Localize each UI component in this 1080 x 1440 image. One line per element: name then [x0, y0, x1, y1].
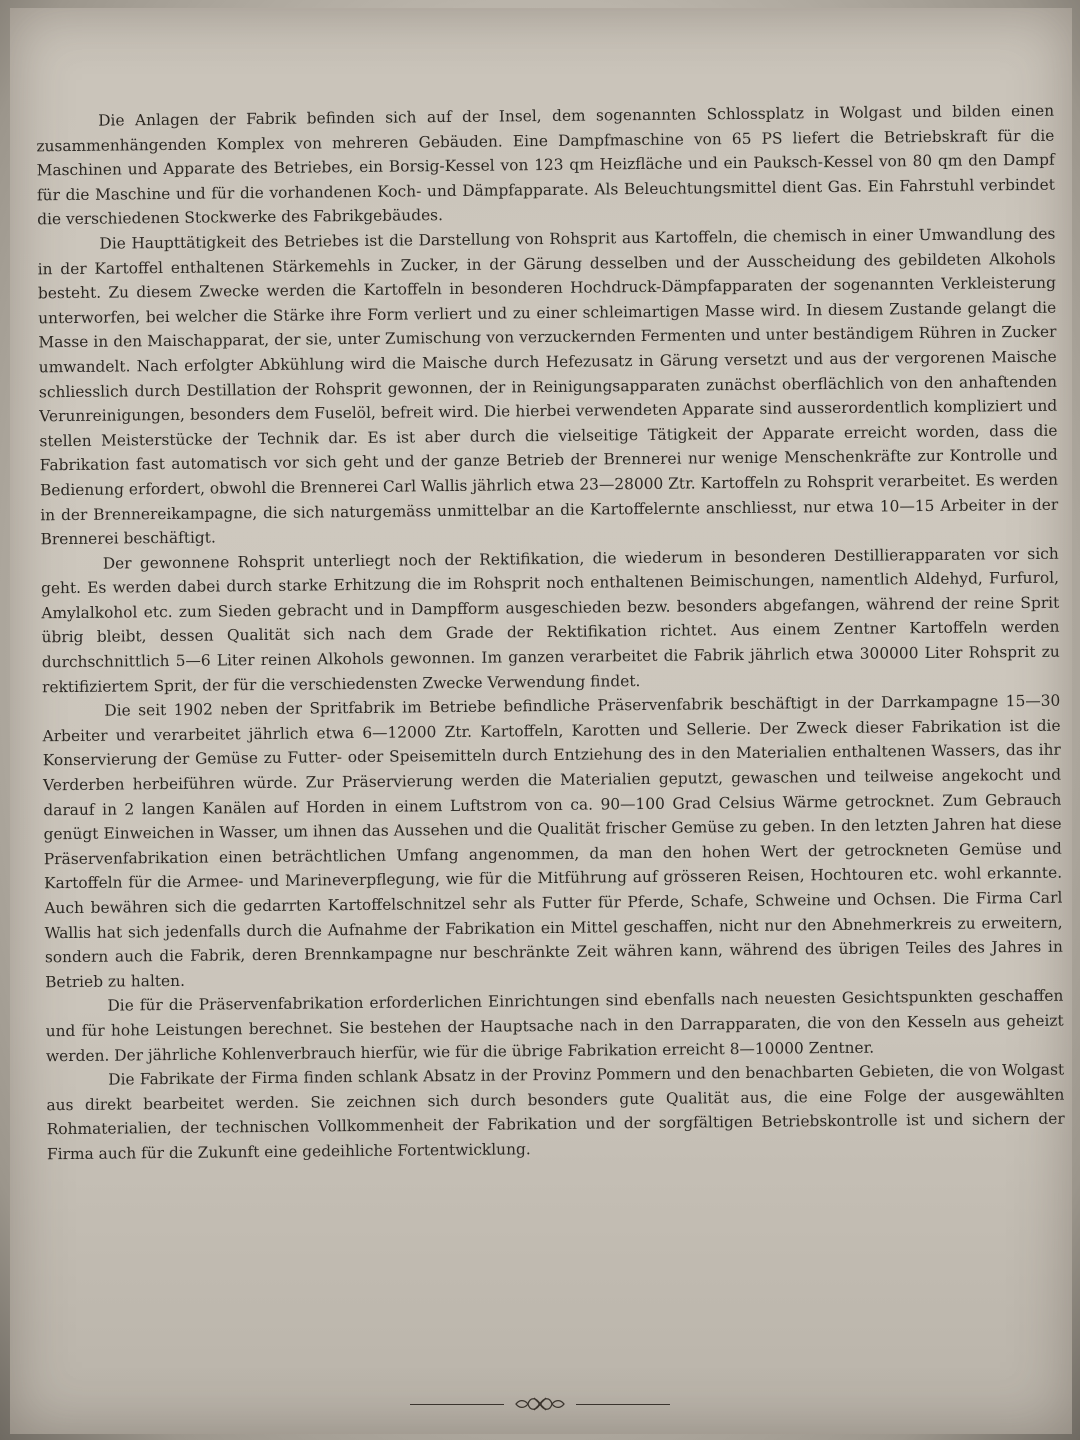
- flourish-ornament-icon: [510, 1394, 570, 1414]
- paragraph-praeservenfabrik: Die seit 1902 neben der Spritfabrik im Betriebe befindliche Präservenfabrik beschäftigt in der Darrkampagne 15—30 Arbeiter und verarbeitet jährlich etwa 6—12000 Ztr. Kartoffeln, Karotten und Sellerie. Der Zweck dieser Fabrikation ist die Konservierung der Gemüse zu Futter- oder Speisemitteln durch Entziehung des in den Materialien enthaltenen Wassers, das ihr Verderben herbeiführen würde. Zur Präservierung werden die Materialien geputzt, gewaschen und teilweise angekocht und darauf in 2 langen Kanälen auf Horden in einem Luftstrom von ca. 90—100 Grad Celsius Wärme getrocknet. Zum Gebrauch genügt Einweichen in Wasser, um ihnen das Aussehen und die Qualität frischer Gemüse zu geben. In den letzten Jahren hat diese Präservenfabrikation einen beträchtlichen Umfang angenommen, da man den hohen Wert der getrockneten Gemüse und Kartoffeln für die Armee- und Marineverpflegung, wie für die Mitführung auf grösseren Reisen, Hochtouren etc. wohl erkannte. Auch bewähren sich die gedarrten Kartoffelschnitzel sehr als Futter für Pferde, Schafe, Schweine und Ochsen. Die Firma Carl Wallis hat sich jedenfalls durch die Aufnahme der Fabrikation ein Mittel geschaffen, nicht nur den Abnehmerkreis zu erweitern, sondern auch die Fabrik, deren Brennkampagne nur beschränkte Zeit währen kann, während des übrigen Teiles des Jahres in Betrieb zu halten.: [42, 691, 1063, 992]
- paragraph-absatz: Die Fabrikate der Firma finden schlank Absatz in der Provinz Pommern und den benachbarten Gebieten, die von Wolgast aus direkt bearbeitet werden. Sie zeichnen sich durch besonders gute Qualität aus, die eine Folge der ausgewählten Rohmaterialien, der technischen Vollkommenheit der Fabrikation und der sorgfältigen Betriebskontrolle ist und sichern der Firma auch für die Zukunft eine gedeihliche Fortentwicklung.: [46, 1060, 1065, 1164]
- paragraph-rohsprit-production: Die Haupttätigkeit des Betriebes ist die Darstellung von Rohsprit aus Kartoffeln, die chemisch in einer Umwandlung des in der Kartoffel enthaltenen Stärkemehls in Zucker, in der Gärung desselben und der Ausscheidung des gebildeten Alkohols besteht. Zu diesem Zwecke werden die Kartoffeln in besonderen Hochdruck-Dämpfapparaten der sogenannten Verkleisterung unterworfen, bei welcher die Stärke ihre Form verliert und zu einer schleimartigen Masse wird. In diesem Zustande gelangt die Masse in den Maischapparat, der sie, unter Zumischung von verzuckernden Fermenten und unter beständigem Rühren in Zucker umwandelt. Nach erfolgter Abkühlung wird die Maische durch Hefezusatz in Gärung versetzt und aus der vergorenen Maische schliesslich durch Destillation der Rohsprit gewonnen, der in Reinigungsapparaten zunächst oberflächlich von den anhaftenden Verunreinigungen, besonders dem Fuselöl, befreit wird. Die hierbei verwendeten Apparate sind ausserordentlich kompliziert und stellen Meisterstücke der Technik dar. Es ist aber durch die vielseitige Tätigkeit der Apparate erreicht worden, dass die Fabrikation fast automatisch vor sich geht und der ganze Betrieb der Brennerei nur wenige Menschenkräfte zur Kontrolle und Bedienung erfordert, obwohl die Brennerei Carl Wallis jährlich etwa 23—28000 Ztr. Kartoffeln zu Rohsprit verarbeitet. Es werden in der Brennereikampagne, die sich naturgemäss unmittelbar an die Kartoffelernte anschliesst, nur etwa 10—15 Arbeiter in der Brennerei beschäftigt.: [37, 224, 1059, 549]
- decorative-divider: [410, 1392, 670, 1416]
- body-text: [36, 99, 1065, 1167]
- paragraph-einrichtungen: Die für die Präservenfabrikation erforderlichen Einrichtungen sind ebenfalls nach neuesten Gesichtspunkten geschaffen und für hohe Leistungen berechnet. Sie bestehen der Hauptsache nach in den Darrapparaten, die von den Kesseln aus geheizt werden. Der jährliche Kohlenverbrauch hierfür, wie für die übrige Fabrikation erreicht 8—10000 Zentner.: [45, 986, 1064, 1065]
- paragraph-rektifikation: Der gewonnene Rohsprit unterliegt noch der Rektifikation, die wiederum in besonderen Destillierapparaten vor sich geht. Es werden dabei durch starke Erhitzung die im Rohsprit noch enthaltenen Beimischungen, namentlich Aldehyd, Furfurol, Amylalkohol etc. zum Sieden gebracht und in Dampfform ausgeschieden bezw. besonders abgefangen, während der reine Sprit übrig bleibt, dessen Qualität sich nach dem Grade der Rektifikation richtet. Aus einem Zentner Kartoffeln werden durchschnittlich 5—6 Liter reinen Alkohols gewonnen. Im ganzen verarbeitet die Fabrik jährlich etwa 300000 Liter Rohsprit zu rektifiziertem Sprit, der für die verschiedensten Zwecke Verwendung findet.: [40, 544, 1060, 696]
- divider-rule-right: [576, 1404, 670, 1405]
- divider-rule-left: [410, 1404, 504, 1405]
- paragraph-facilities: Die Anlagen der Fabrik befinden sich auf der Insel, dem sogenannten Schlossplatz in Wolgast und bilden einen zusammenhängenden Komplex von mehreren Gebäuden. Eine Dampfmaschine von 65 PS liefert die Betriebskraft für die Maschinen und Apparate des Betriebes, ein Borsig-Kessel von 123 qm Heizfläche und ein Pauksch-Kessel von 80 qm den Dampf für die Maschine und für die vorhandenen Koch- und Dämpfapparate. Als Beleuchtungsmittel dient Gas. Ein Fahrstuhl verbindet die verschiedenen Stockwerke des Fabrikgebäudes.: [36, 101, 1055, 229]
- document-page: [10, 8, 1072, 1434]
